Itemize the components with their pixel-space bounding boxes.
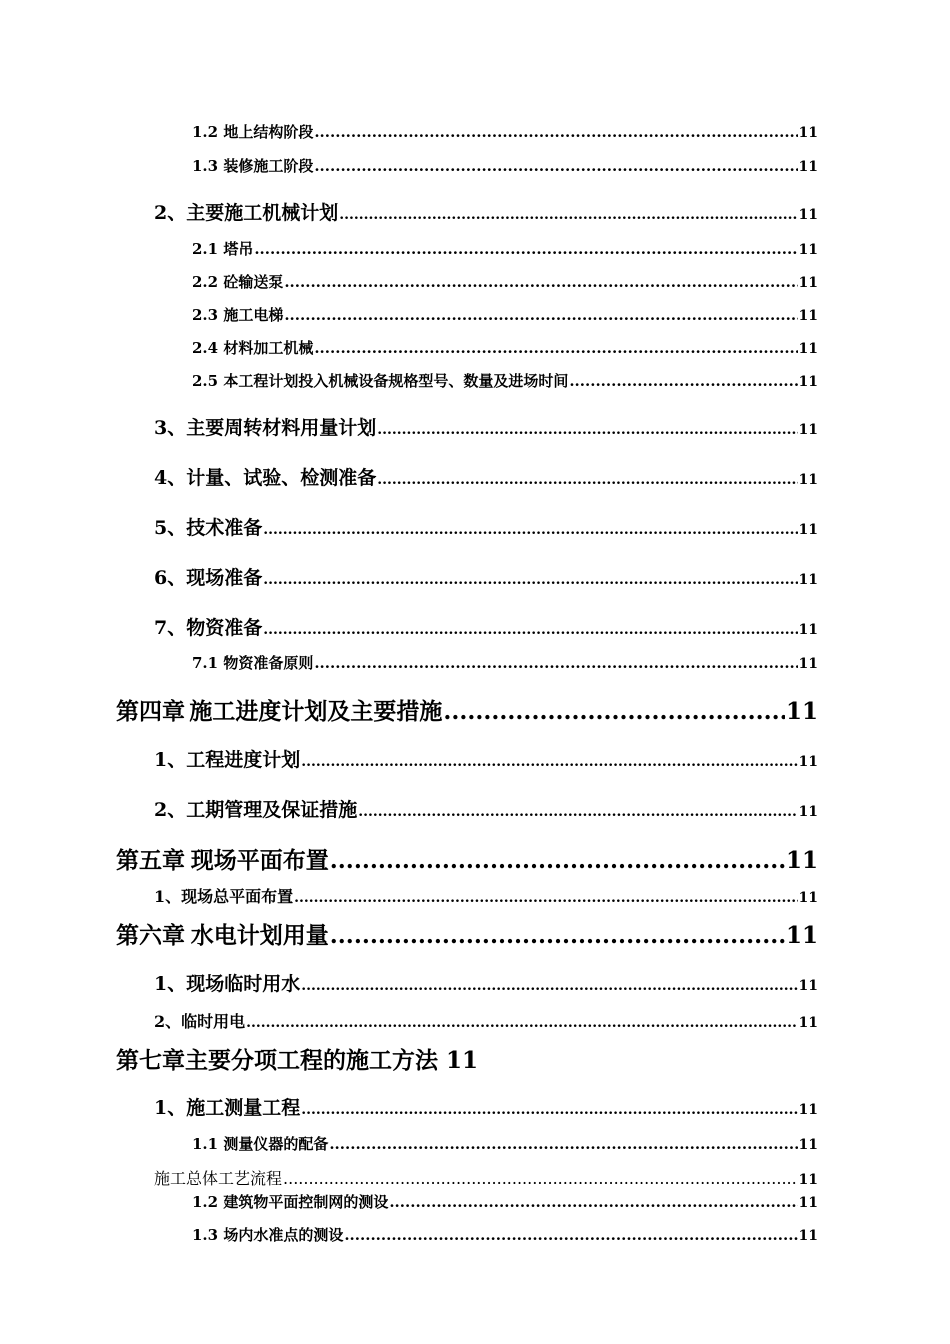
- toc-entry[interactable]: [192, 370, 818, 391]
- toc-entry-page: 11: [798, 1137, 818, 1153]
- toc-entry-page: 11: [798, 207, 818, 223]
- toc-entry[interactable]: [154, 613, 818, 640]
- toc-entry-page: 11: [798, 341, 818, 357]
- toc-entry[interactable]: [192, 1133, 818, 1154]
- toc-entry[interactable]: [192, 155, 818, 176]
- toc-entry[interactable]: [154, 463, 818, 490]
- toc-entry-page: 11: [798, 422, 818, 438]
- toc-entry-title: 1.1 测量仪器的配备: [192, 1135, 329, 1153]
- toc-chapter-page: 11: [785, 698, 818, 725]
- toc-leader: [569, 372, 797, 390]
- toc-entry-title: 施工总体工艺流程: [154, 1169, 283, 1188]
- toc-entry[interactable]: [192, 1191, 818, 1212]
- toc-entry-page: 11: [798, 472, 818, 488]
- toc-entry[interactable]: [154, 198, 818, 225]
- toc-entry[interactable]: [154, 884, 818, 907]
- toc-leader: [344, 1226, 797, 1244]
- toc-entry[interactable]: [192, 1224, 818, 1245]
- toc-entry[interactable]: [154, 513, 818, 540]
- toc-chapter-page: 11: [785, 922, 818, 949]
- toc-entry-page: 11: [798, 622, 818, 638]
- toc-leader: [294, 890, 797, 906]
- toc-entry[interactable]: [192, 652, 818, 673]
- toc-leader: [301, 978, 797, 994]
- toc-chapter-title: 现场平面布置: [190, 847, 329, 874]
- toc-entry[interactable]: [154, 1166, 818, 1189]
- toc-leader: [301, 754, 797, 770]
- toc-chapter-heading[interactable]: 第七章主要分项工程的施工方法 11: [116, 1047, 479, 1074]
- toc-entry-page: 11: [798, 1172, 818, 1188]
- toc-leader: [330, 847, 785, 874]
- toc-entry-title: 1、现场总平面布置: [154, 887, 294, 906]
- toc-leader: [339, 207, 797, 223]
- toc-entry-page: 11: [798, 159, 818, 175]
- toc-entry-title: 1.3 装修施工阶段: [192, 157, 314, 175]
- toc-leader: [389, 1193, 797, 1211]
- toc-leader: [314, 339, 797, 357]
- toc-entry-title: 2.2 砼输送泵: [192, 273, 284, 291]
- toc-entry-page: 11: [798, 125, 818, 141]
- toc-chapter[interactable]: [116, 917, 818, 950]
- toc-entry-page: 11: [798, 978, 818, 994]
- toc-entry-title: 2、工期管理及保证措施: [154, 799, 358, 821]
- toc-leader: [314, 654, 797, 672]
- toc-entry-page: 11: [798, 1015, 818, 1031]
- toc-entry[interactable]: [154, 969, 818, 996]
- toc-entry-title: 2.5 本工程计划投入机械设备规格型号、数量及进场时间: [192, 372, 569, 390]
- toc-entry[interactable]: [154, 563, 818, 590]
- toc-entry-title: 7.1 物资准备原则: [192, 654, 314, 672]
- toc-entry-page: 11: [798, 1102, 818, 1118]
- toc-entry-title: 2.1 塔吊: [192, 240, 254, 258]
- toc-leader: [314, 123, 797, 141]
- toc-entry[interactable]: [154, 1009, 818, 1032]
- toc-entry-page: 11: [798, 1195, 818, 1211]
- toc-entry-page: 11: [798, 242, 818, 258]
- toc-entry-page: 11: [798, 522, 818, 538]
- toc-entry[interactable]: [192, 337, 818, 358]
- toc-entry-page: 11: [798, 754, 818, 770]
- toc-chapter-number: 第四章: [116, 698, 185, 725]
- toc-entry-title: 4、计量、试验、检测准备: [154, 467, 377, 489]
- toc-entry[interactable]: [192, 121, 818, 142]
- toc-entry[interactable]: [154, 413, 818, 440]
- toc-entry-title: 1.2 地上结构阶段: [192, 123, 314, 141]
- toc-entry[interactable]: [192, 271, 818, 292]
- toc-entry-title: 1、工程进度计划: [154, 749, 301, 771]
- toc-entry-title: 6、现场准备: [154, 567, 263, 589]
- toc-leader: [377, 472, 797, 488]
- toc-leader: [377, 422, 797, 438]
- toc-entry[interactable]: [154, 745, 818, 772]
- toc-leader: [330, 922, 785, 949]
- toc-entry[interactable]: [192, 238, 818, 259]
- toc-chapter-number: 第六章: [116, 922, 185, 949]
- toc-leader: [263, 522, 797, 538]
- toc-entry[interactable]: [154, 1093, 818, 1120]
- toc-entry-title: 2.3 施工电梯: [192, 306, 284, 324]
- toc-entry-title: 3、主要周转材料用量计划: [154, 417, 377, 439]
- toc-leader: [443, 698, 785, 725]
- toc-leader: [329, 1135, 797, 1153]
- toc-leader: [284, 306, 797, 324]
- toc-entry[interactable]: [192, 304, 818, 325]
- toc-entry-page: 11: [798, 572, 818, 588]
- toc-entry-page: 11: [798, 275, 818, 291]
- toc-leader: [284, 273, 797, 291]
- toc-entry-title: 1.3 场内水准点的测设: [192, 1226, 344, 1244]
- toc-leader: [358, 804, 797, 820]
- toc-entry-page: 11: [798, 804, 818, 820]
- toc-leader: [301, 1102, 797, 1118]
- toc-entry-title: 1.2 建筑物平面控制网的测设: [192, 1193, 389, 1211]
- toc-entry-page: 11: [798, 308, 818, 324]
- toc-entry-page: 11: [798, 890, 818, 906]
- toc-leader: [246, 1015, 797, 1031]
- toc-entry-title: 7、物资准备: [154, 617, 263, 639]
- toc-entry-title: 2、主要施工机械计划: [154, 202, 339, 224]
- toc-chapter-title: 水电计划用量: [190, 922, 329, 949]
- toc-chapter[interactable]: [116, 842, 818, 875]
- toc-leader: [254, 240, 797, 258]
- toc-chapter-number: 第五章: [116, 847, 185, 874]
- toc-entry-title: 5、技术准备: [154, 517, 263, 539]
- toc-entry-page: 11: [798, 656, 818, 672]
- toc-entry-title: 1、施工测量工程: [154, 1097, 301, 1119]
- toc-entry-title: 2、临时用电: [154, 1012, 246, 1031]
- toc-leader: [314, 157, 797, 175]
- toc-leader: [283, 1169, 798, 1188]
- toc-chapter-title: 施工进度计划及主要措施: [189, 698, 443, 725]
- toc-entry-page: 11: [798, 374, 818, 390]
- toc-entry-title: 2.4 材料加工机械: [192, 339, 314, 357]
- toc-entry-title: 1、现场临时用水: [154, 973, 301, 995]
- toc-chapter-page: 11: [785, 847, 818, 874]
- toc-chapter[interactable]: [116, 693, 818, 726]
- toc-entry[interactable]: [154, 795, 818, 822]
- toc-entry-page: 11: [798, 1228, 818, 1244]
- toc-leader: [263, 572, 797, 588]
- toc-leader: [263, 622, 797, 638]
